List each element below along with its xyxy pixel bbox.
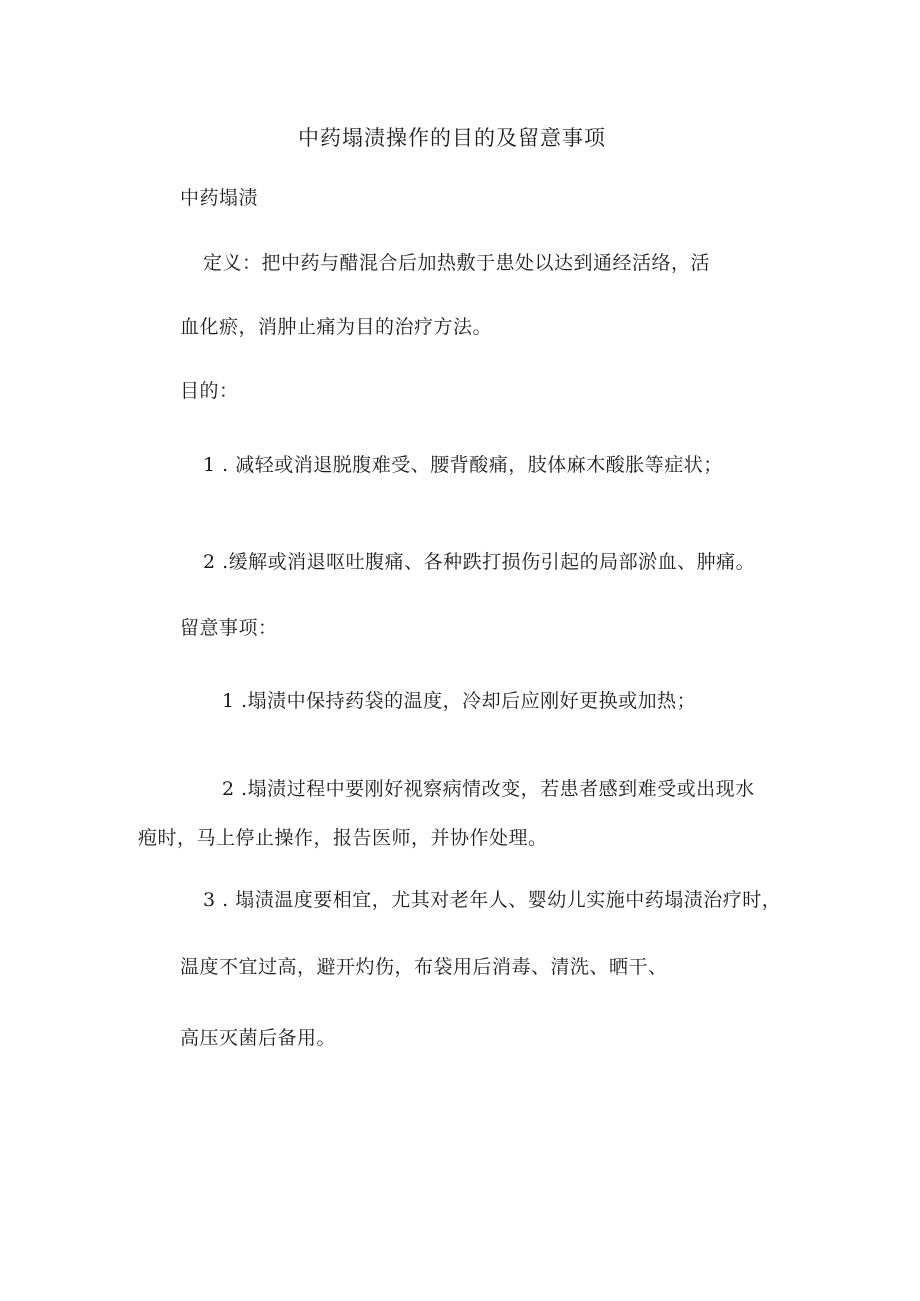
notes-item-text: . 塌渍温度要相宜，尤其对老年人、婴幼儿实施中药塌渍治疗时， xyxy=(222,889,782,911)
purpose-heading: 目的： xyxy=(180,380,239,402)
purpose-item-number: 2 xyxy=(203,551,216,573)
notes-item-text: .塌渍过程中要刚好视察病情改变，若患者感到难受或出现水 xyxy=(241,778,755,800)
notes-item-2 xyxy=(222,777,755,801)
purpose-item-text: . 减轻或消退脱腹难受、腰背酸痛，肢体麻木酸胀等症状； xyxy=(222,454,723,476)
notes-heading: 留意事项： xyxy=(180,617,278,639)
notes-item-3 xyxy=(203,888,781,912)
notes-item-number: 2 xyxy=(222,778,235,800)
purpose-item-text: .缓解或消退呕吐腹痛、各种跌打损伤引起的局部淤血、肿痛。 xyxy=(222,551,756,573)
document-title: 中药塌渍操作的目的及留意事项 xyxy=(298,126,606,150)
notes-item-3-continuation-2: 高压灭菌后备用。 xyxy=(180,1027,337,1049)
notes-item-1 xyxy=(222,689,696,713)
purpose-item-number: 1 xyxy=(203,454,216,476)
notes-item-number: 1 xyxy=(222,690,235,712)
purpose-item-2 xyxy=(203,550,755,574)
notes-item-3-continuation-1: 温度不宜过高，避开灼伤，布袋用后消毒、清洗、晒干、 xyxy=(180,956,668,978)
notes-item-2-continuation: 疱时，马上停止操作，报告医师，并协作处理。 xyxy=(138,827,548,849)
purpose-item-1 xyxy=(203,453,723,477)
definition-line-1: 定义：把中药与醋混合后加热敷于患处以达到通经活络，活 xyxy=(203,252,711,274)
definition-line-2: 血化瘀，消肿止痛为目的治疗方法。 xyxy=(180,316,493,338)
notes-item-number: 3 xyxy=(203,889,216,911)
section-heading: 中药塌渍 xyxy=(180,187,259,209)
notes-item-text: .塌渍中保持药袋的温度，冷却后应刚好更换或加热； xyxy=(241,690,697,712)
